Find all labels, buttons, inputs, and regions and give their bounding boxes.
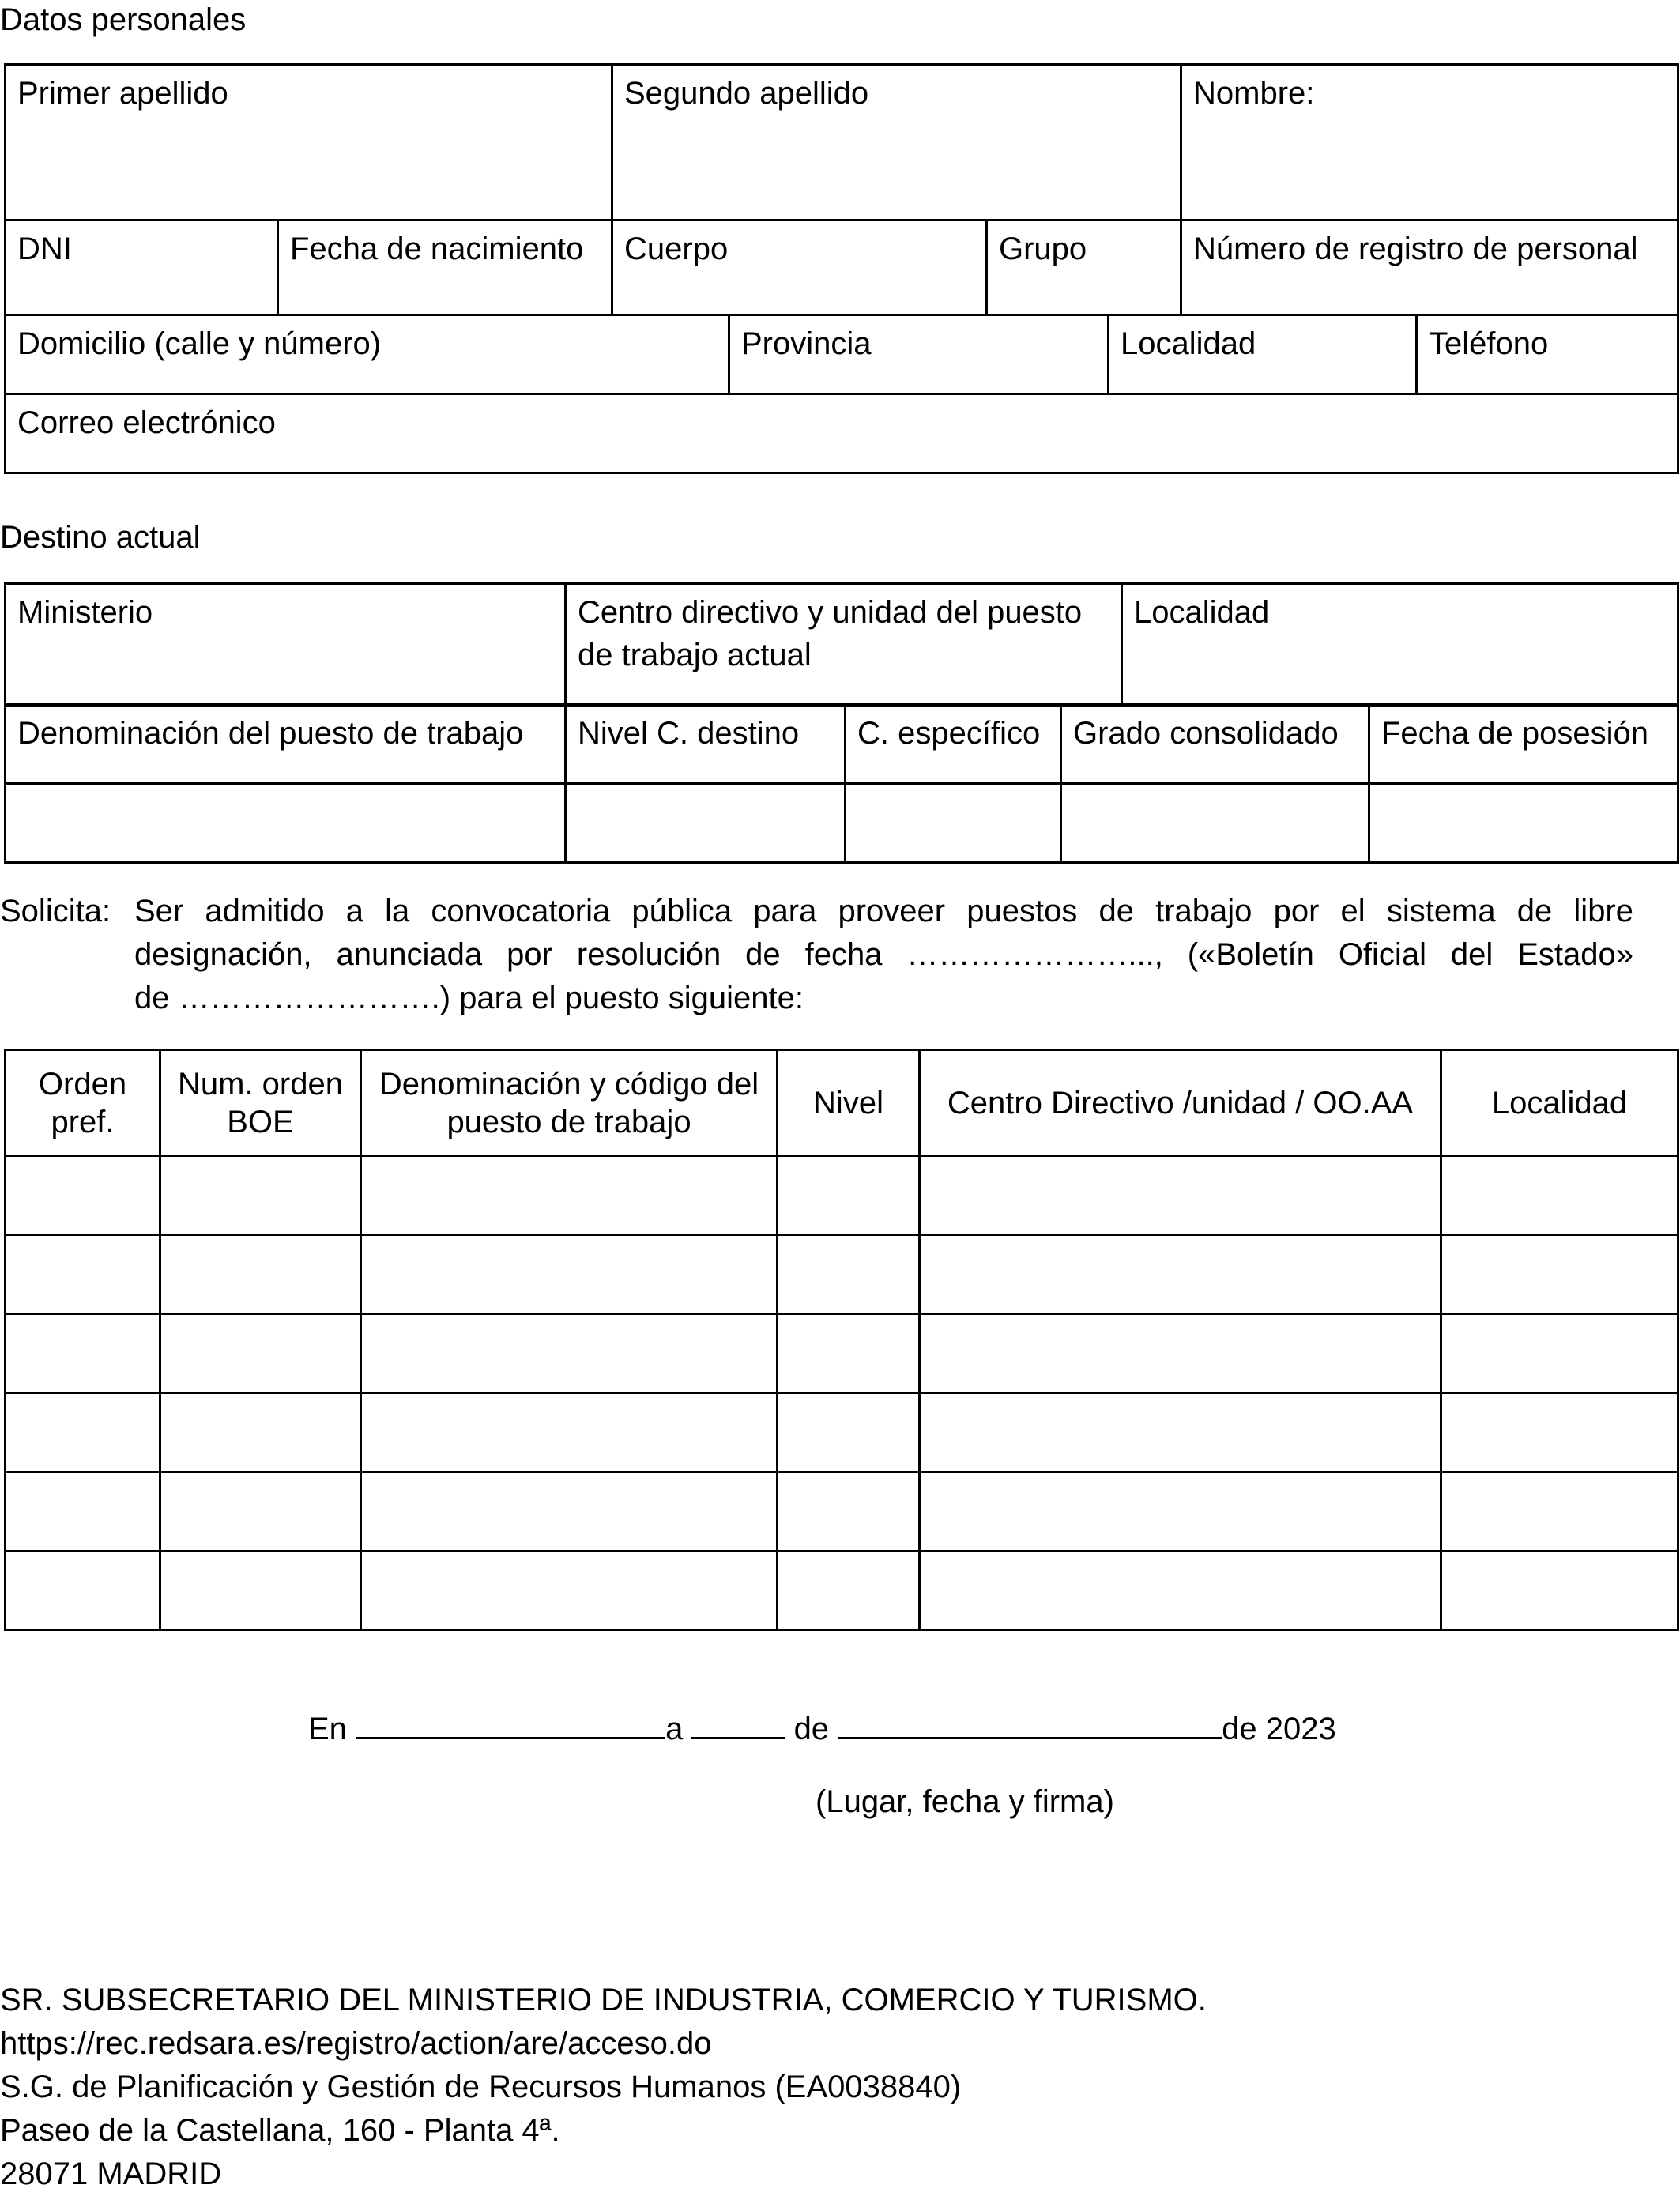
cell[interactable] bbox=[920, 1314, 1441, 1393]
cell[interactable] bbox=[1441, 1472, 1678, 1551]
cell[interactable] bbox=[160, 1472, 361, 1551]
month-blank[interactable] bbox=[838, 1702, 1222, 1739]
table-row bbox=[6, 1235, 1678, 1314]
firma-a: a bbox=[665, 1712, 684, 1746]
solicita-label: Solicita: bbox=[0, 894, 111, 928]
field-dni[interactable]: DNI bbox=[6, 220, 278, 315]
cell[interactable] bbox=[920, 1235, 1441, 1314]
header-orden-pref: Orden pref. bbox=[6, 1050, 160, 1156]
table-row bbox=[6, 1393, 1678, 1472]
firma-year: de 2023 bbox=[1222, 1712, 1336, 1746]
field-centro-directivo[interactable]: Centro directivo y unidad del puesto de trabajo actual bbox=[566, 584, 1122, 706]
firma-en: En bbox=[308, 1712, 347, 1746]
cell[interactable] bbox=[6, 1393, 160, 1472]
cell[interactable] bbox=[1441, 1156, 1678, 1235]
signature-caption: (Lugar, fecha y firma) bbox=[816, 1784, 1114, 1819]
cell[interactable] bbox=[1441, 1393, 1678, 1472]
footer-url[interactable]: https://rec.redsara.es/registro/action/are/acceso.do bbox=[0, 2026, 712, 2061]
table-row bbox=[6, 1472, 1678, 1551]
cell[interactable] bbox=[6, 1235, 160, 1314]
cell[interactable] bbox=[160, 1235, 361, 1314]
solicita-line-3: de …………………….) para el puesto siguiente: bbox=[134, 981, 804, 1015]
day-blank[interactable] bbox=[691, 1702, 785, 1739]
header-denominacion-codigo: Denominación y código del puesto de trabajo bbox=[361, 1050, 778, 1156]
header-localidad: Localidad bbox=[1441, 1050, 1678, 1156]
address-table bbox=[4, 314, 1679, 474]
input-c-especifico[interactable] bbox=[846, 784, 1061, 863]
signature-line bbox=[308, 1702, 1336, 1751]
firma-de: de bbox=[793, 1712, 830, 1746]
cell[interactable] bbox=[6, 1472, 160, 1551]
header-num-orden-boe: Num. orden BOE bbox=[160, 1050, 361, 1156]
field-denominacion: Denominación del puesto de trabajo bbox=[6, 705, 566, 784]
table-row bbox=[6, 1156, 1678, 1235]
field-telefono[interactable]: Teléfono bbox=[1417, 315, 1678, 394]
field-ministerio[interactable]: Ministerio bbox=[6, 584, 566, 706]
footer-street: Paseo de la Castellana, 160 - Planta 4ª. bbox=[0, 2113, 560, 2148]
cell[interactable] bbox=[361, 1551, 778, 1630]
header-nivel: Nivel bbox=[778, 1050, 920, 1156]
footer-addressee: SR. SUBSECRETARIO DEL MINISTERIO DE INDUSTRIA, COMERCIO Y TURISMO. bbox=[0, 1983, 1207, 2017]
cell[interactable] bbox=[361, 1235, 778, 1314]
field-grado: Grado consolidado bbox=[1061, 705, 1369, 784]
cell[interactable] bbox=[1441, 1314, 1678, 1393]
cell[interactable] bbox=[920, 1472, 1441, 1551]
cell[interactable] bbox=[920, 1393, 1441, 1472]
solicita-line-2: designación, anunciada por resolución de fecha …………………..., («Boletín Oficial del Estado» bbox=[134, 937, 1633, 972]
personal-data-table bbox=[4, 63, 1679, 316]
field-cuerpo[interactable]: Cuerpo bbox=[612, 220, 987, 315]
field-c-especifico: C. específico bbox=[846, 705, 1061, 784]
destino-table-top bbox=[4, 582, 1679, 707]
cell[interactable] bbox=[778, 1156, 920, 1235]
field-domicilio[interactable]: Domicilio (calle y número) bbox=[6, 315, 729, 394]
cell[interactable] bbox=[920, 1551, 1441, 1630]
cell[interactable] bbox=[778, 1551, 920, 1630]
destino-table-bottom bbox=[4, 703, 1679, 864]
input-nivel-destino[interactable] bbox=[566, 784, 846, 863]
section-heading-destino: Destino actual bbox=[0, 520, 201, 555]
input-grado[interactable] bbox=[1061, 784, 1369, 863]
cell[interactable] bbox=[6, 1551, 160, 1630]
cell[interactable] bbox=[160, 1314, 361, 1393]
footer-unit: S.G. de Planificación y Gestión de Recursos Humanos (EA0038840) bbox=[0, 2070, 962, 2104]
table-row bbox=[6, 1314, 1678, 1393]
cell[interactable] bbox=[1441, 1551, 1678, 1630]
solicita-line-1: Ser admitido a la convocatoria pública para proveer puestos de trabajo por el sistema de libre bbox=[134, 894, 1633, 928]
cell[interactable] bbox=[6, 1156, 160, 1235]
field-segundo-apellido[interactable]: Segundo apellido bbox=[612, 65, 1181, 220]
cell[interactable] bbox=[160, 1551, 361, 1630]
table-row bbox=[6, 1551, 1678, 1630]
field-correo[interactable]: Correo electrónico bbox=[6, 394, 1678, 473]
cell[interactable] bbox=[1441, 1235, 1678, 1314]
field-nivel-destino: Nivel C. destino bbox=[566, 705, 846, 784]
field-provincia[interactable]: Provincia bbox=[729, 315, 1109, 394]
cell[interactable] bbox=[160, 1393, 361, 1472]
place-blank[interactable] bbox=[356, 1702, 665, 1739]
field-primer-apellido[interactable]: Primer apellido bbox=[6, 65, 612, 220]
cell[interactable] bbox=[778, 1472, 920, 1551]
cell[interactable] bbox=[920, 1156, 1441, 1235]
field-nombre[interactable]: Nombre: bbox=[1181, 65, 1678, 220]
field-grupo[interactable]: Grupo bbox=[987, 220, 1181, 315]
field-fecha-posesion: Fecha de posesión bbox=[1369, 705, 1678, 784]
field-localidad[interactable]: Localidad bbox=[1109, 315, 1417, 394]
header-centro-directivo: Centro Directivo /unidad / OO.AA bbox=[920, 1050, 1441, 1156]
cell[interactable] bbox=[361, 1472, 778, 1551]
field-localidad-destino[interactable]: Localidad bbox=[1122, 584, 1678, 706]
cell[interactable] bbox=[778, 1393, 920, 1472]
cell[interactable] bbox=[361, 1156, 778, 1235]
section-heading-personal: Datos personales bbox=[0, 2, 247, 37]
field-fecha-nacimiento[interactable]: Fecha de nacimiento bbox=[278, 220, 612, 315]
cell[interactable] bbox=[6, 1314, 160, 1393]
cell[interactable] bbox=[778, 1235, 920, 1314]
input-fecha-posesion[interactable] bbox=[1369, 784, 1678, 863]
footer-city: 28071 MADRID bbox=[0, 2156, 222, 2191]
puestos-table bbox=[4, 1049, 1679, 1631]
cell[interactable] bbox=[160, 1156, 361, 1235]
input-denominacion[interactable] bbox=[6, 784, 566, 863]
field-nrp[interactable]: Número de registro de personal bbox=[1181, 220, 1678, 315]
cell[interactable] bbox=[778, 1314, 920, 1393]
cell[interactable] bbox=[361, 1314, 778, 1393]
cell[interactable] bbox=[361, 1393, 778, 1472]
